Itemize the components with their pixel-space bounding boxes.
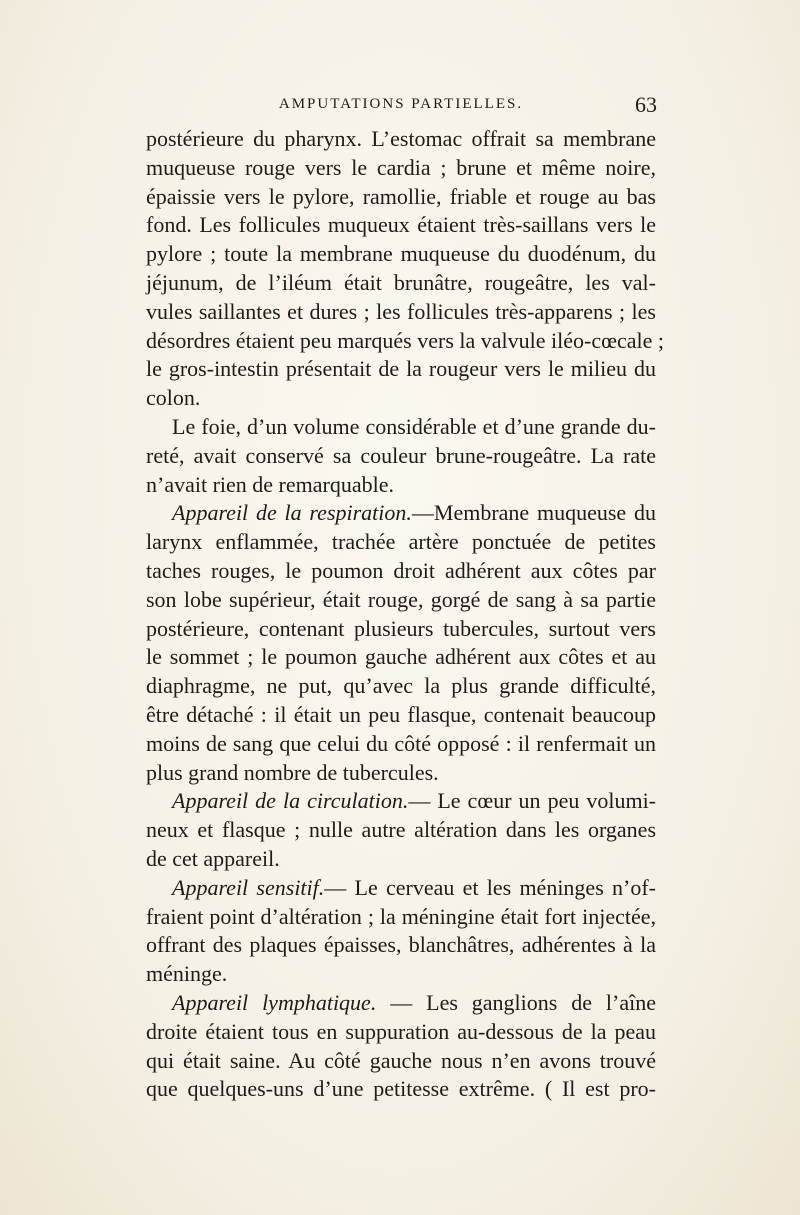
text-line: larynx enflammée, trachée artère ponctuée de petites xyxy=(146,529,656,555)
text-line: muqueuse rouge vers le cardia ; brune et même noire, xyxy=(146,154,656,180)
text-line: n’avait rien de remarquable. xyxy=(146,471,394,497)
text-line: neux et flasque ; nulle autre altération dans les organes xyxy=(146,817,656,843)
section-title: Appareil sensitif. xyxy=(172,874,325,900)
text-line: fond. Les follicules muqueux étaient très-saillans vers le xyxy=(146,212,656,238)
text-line: droite étaient tous en suppuration au-dessous de la peau xyxy=(146,1018,656,1044)
page-number: 63 xyxy=(635,92,657,117)
text-line: être détaché : il était un peu flasque, contenait beaucoup xyxy=(146,701,656,727)
text-line: le sommet ; le poumon gauche adhérent aux côtes et au xyxy=(146,644,656,670)
text-line: jéjunum, de l’iléum était brunâtre, rougeâtre, les val- xyxy=(146,269,656,295)
text-line: le gros-intestin présentait de la rougeur vers le milieu du xyxy=(146,356,656,382)
text-line: postérieure du pharynx. L’estomac offrait sa membrane xyxy=(146,126,656,151)
text-line: désordres étaient peu marqués vers la valvule iléo-cœcale ; xyxy=(146,327,664,353)
text-line: méninge. xyxy=(146,961,228,987)
section-heading-respiration: Appareil de la respiration.—Membrane muqueuse du xyxy=(172,500,656,526)
text-line: qui était saine. Au côté gauche nous n’en avons trouvé xyxy=(146,1047,656,1073)
text-line: pylore ; toute la membrane muqueuse du duodénum, du xyxy=(146,241,656,267)
text-line: reté, avait conservé sa couleur brune-rougeâtre. La rate xyxy=(146,442,656,468)
text-line: moins de sang que celui du côté opposé : il renfermait un xyxy=(146,730,656,756)
text-line: de cet appareil. xyxy=(146,845,280,871)
text-line: que quelques-uns d’une petitesse extrême. ( Il est pro- xyxy=(146,1076,656,1102)
text-line: fraient point d’altération ; la méningine était fort injectée, xyxy=(146,903,656,929)
text-line: colon. xyxy=(146,385,201,411)
section-heading-lymphatique: Appareil lymphatique. — Les ganglions de l’aîne xyxy=(172,989,656,1015)
text-line: plus grand nombre de tubercules. xyxy=(146,759,439,785)
section-title: Appareil de la circulation. xyxy=(172,788,409,814)
text-line: son lobe supérieur, était rouge, gorgé de sang à sa partie xyxy=(146,586,656,612)
running-title: AMPUTATIONS PARTIELLES. xyxy=(278,96,524,112)
section-title: Appareil de la respiration. xyxy=(172,500,412,526)
text-line: Le foie, d’un volume considérable et d’une grande du- xyxy=(172,413,656,439)
section-heading-sensitif: Appareil sensitif.— Le cerveau et les méninges n’of- xyxy=(172,874,656,900)
section-heading-circulation: Appareil de la circulation.— Le cœur un peu volumi- xyxy=(172,788,657,814)
running-head xyxy=(145,92,657,118)
text-line: offrant des plaques épaisses, blanchâtres, adhérentes à la xyxy=(146,932,656,958)
text-line: postérieure, contenant plusieurs tubercules, surtout vers xyxy=(146,615,656,641)
text-line: diaphragme, ne put, qu’avec la plus grande difficulté, xyxy=(146,673,656,699)
text-line: épaissie vers le pylore, ramollie, friable et rouge au bas xyxy=(146,183,656,209)
text-line: vules saillantes et dures ; les follicules très-apparens ; les xyxy=(146,298,656,324)
text-line: taches rouges, le poumon droit adhérent aux côtes par xyxy=(146,557,656,583)
section-title: Appareil lymphatique. xyxy=(172,989,377,1015)
body-text xyxy=(146,125,664,1104)
